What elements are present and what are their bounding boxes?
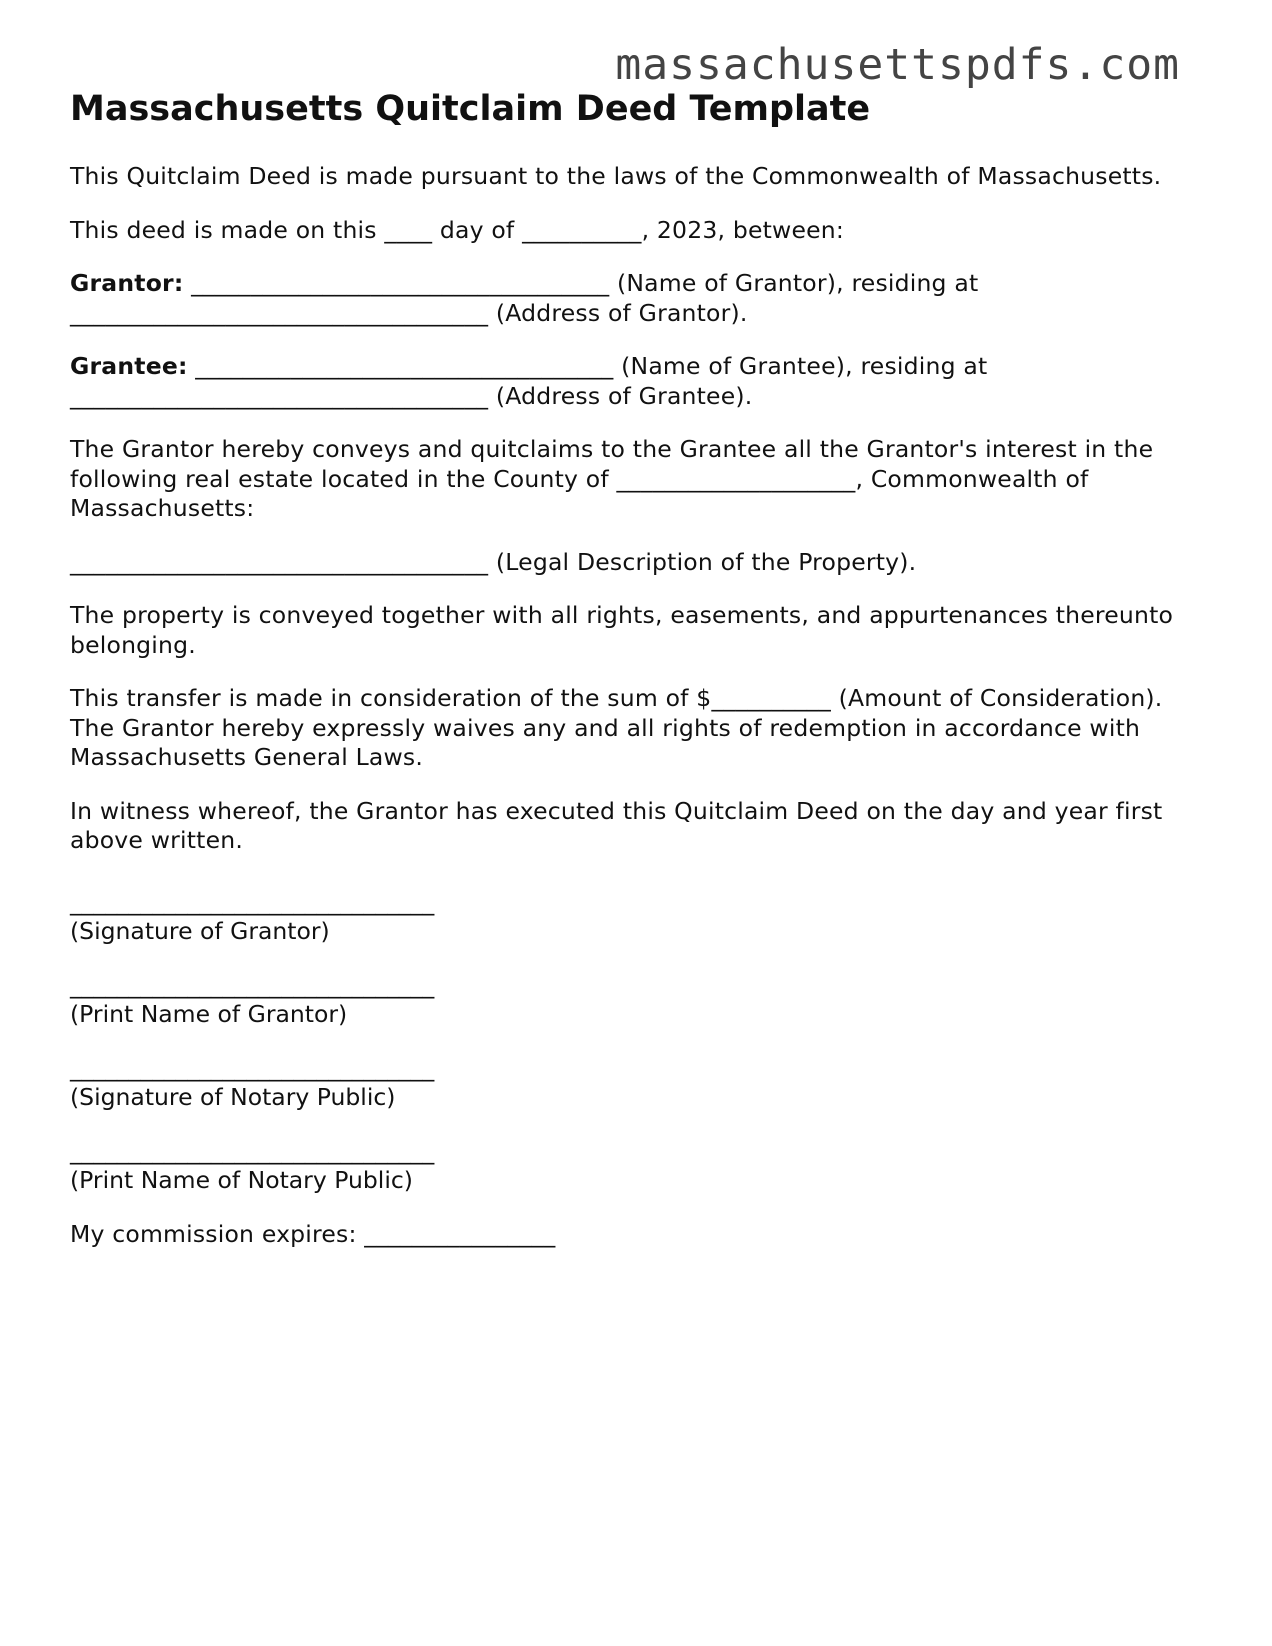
witness-paragraph: In witness whereof, the Grantor has executed this Quitclaim Deed on the day and year first above written.	[70, 796, 1163, 854]
commission-expires-line: My commission expires: ________________	[70, 1219, 556, 1248]
legal-description-line: ___________________________________ (Legal Description of the Property).	[70, 547, 917, 576]
signature-caption: (Print Name of Notary Public)	[70, 1166, 413, 1194]
rights-paragraph: The property is conveyed together with all rights, easements, and appurtenances thereunto belonging.	[70, 601, 1174, 659]
intro-paragraph: This Quitclaim Deed is made pursuant to the laws of the Commonwealth of Massachusetts.	[70, 162, 1162, 190]
grantee-label: Grantee:	[70, 352, 188, 380]
signature-line: _______________________________	[70, 1053, 435, 1082]
grantor-label: Grantor:	[70, 269, 184, 297]
print-name-notary	[70, 1137, 1200, 1196]
signature-caption: (Signature of Notary Public)	[70, 1083, 396, 1111]
grantor-paragraph	[70, 269, 1200, 328]
print-name-grantor	[70, 971, 1200, 1030]
watermark: massachusettspdfs.com	[615, 40, 1180, 90]
signature-grantor	[70, 888, 1200, 947]
signature-caption: (Signature of Grantor)	[70, 917, 330, 945]
signature-caption: (Print Name of Grantor)	[70, 1000, 348, 1028]
grantee-paragraph	[70, 352, 1200, 411]
grantor-text: ___________________________________ (Name of Grantor), residing at ___________________________________ (Address of Grantor).	[70, 269, 979, 327]
consideration-paragraph: This transfer is made in consideration of the sum of $__________ (Amount of Consideration). The Grantor hereby expressly waives any and all rights of redemption in accordance with Massachusetts General Laws.	[70, 684, 1163, 771]
date-line: This deed is made on this ____ day of __________, 2023, between:	[70, 215, 844, 244]
signature-notary	[70, 1054, 1200, 1113]
conveyance-paragraph: The Grantor hereby conveys and quitclaims to the Grantee all the Grantor's interest in the following real estate located in the County of ____________________, Commonwealth of Massachusetts:	[70, 435, 1154, 522]
signature-line: _______________________________	[70, 887, 435, 916]
signature-line: _______________________________	[70, 970, 435, 999]
page-title: Massachusetts Quitclaim Deed Template	[70, 89, 871, 129]
grantee-text: ___________________________________ (Name of Grantee), residing at ___________________________________ (Address of Grantee).	[70, 352, 988, 410]
document-body	[70, 82, 1200, 1273]
signature-line: _______________________________	[70, 1136, 435, 1165]
